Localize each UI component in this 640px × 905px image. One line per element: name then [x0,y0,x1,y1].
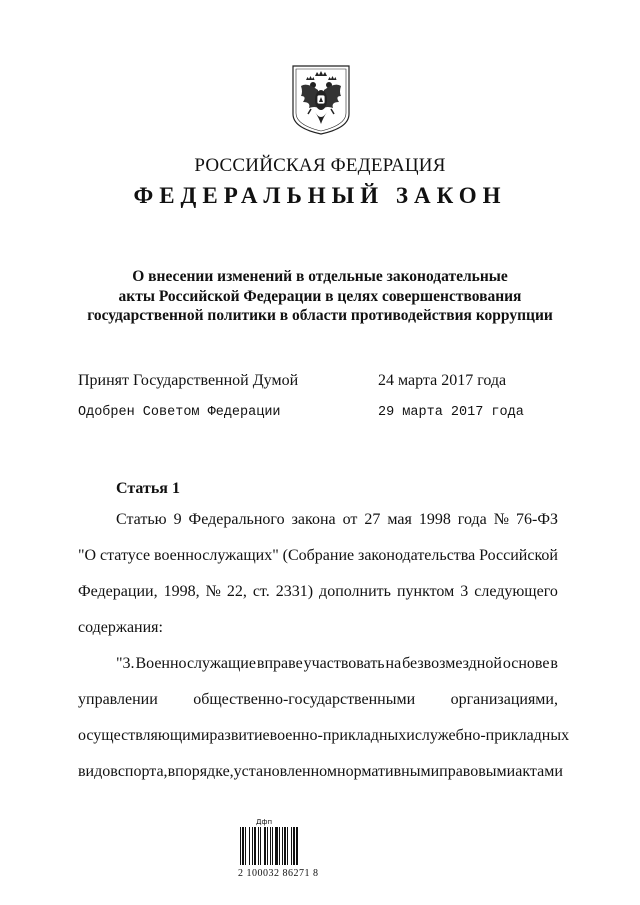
title-line: государственной политики в области противодействия коррупции [87,307,553,324]
word: осуществляющими [78,727,210,744]
paragraph-line [78,726,570,746]
word: содержания: [78,619,163,636]
barcode-bar [252,827,253,865]
barcode-icon [238,827,322,867]
word: видов [78,763,118,780]
document-type: ФЕДЕРАЛЬНЫЙ ЗАКОН [133,183,507,208]
title-line: акты Российской Федерации в целях совершенствования [118,287,522,305]
barcode-bar [258,827,259,865]
paragraph-line [78,582,558,602]
word: на [385,655,402,672]
word: дополнить [319,583,391,600]
barcode-bar [254,827,256,865]
word: Федерального [188,511,285,528]
word: нормативными [337,763,440,780]
barcode-bar [267,827,268,865]
barcode-bar [279,827,280,865]
barcode-top-label: Дфп [256,818,273,826]
word: организациями, [450,691,558,708]
word: законодательства [358,547,476,564]
barcode-bar [287,827,288,865]
word: следующего [474,583,558,600]
word: военнослужащих" [154,547,279,564]
barcode-bar [282,827,283,865]
word: Статью [116,511,167,528]
barcode-bar [296,827,298,865]
barcode-bar [240,827,241,865]
word: 1998 [418,511,451,528]
barcode-bar [260,827,261,865]
paragraph-line [116,510,558,530]
word: служебно-прикладных [414,727,570,744]
word: "3. [116,655,135,672]
word: (Собрание [282,547,355,564]
barcode [238,818,322,878]
word: Военнослужащие [135,655,256,672]
word: 3 [460,583,469,600]
word: пунктом [396,583,455,600]
barcode-bar [293,827,295,865]
barcode-bar [270,827,271,865]
word: № [493,511,509,528]
word: 22, [226,583,247,600]
word: 27 [364,511,381,528]
barcode-bar [242,827,244,865]
approved-by-council-label: Одобрен Советом Федерации [78,405,281,420]
paragraph-line [78,762,563,782]
barcode-bar [284,827,286,865]
word: спорта, [117,763,168,780]
paragraph-line [78,546,558,566]
word: в [167,763,176,780]
paragraph-line [78,618,558,638]
approved-by-council-date: 29 марта 2017 года [378,405,524,420]
word: развитие [209,727,270,744]
word: Федерации, [78,583,158,600]
country-name: РОССИЙСКАЯ ФЕДЕРАЦИЯ [194,155,446,176]
barcode-bar [249,827,250,865]
word: закона [291,511,336,528]
word: участвовать [303,655,385,672]
word: статусе [99,547,151,564]
word: основе [502,655,550,672]
word: мая [387,511,412,528]
article-heading: Статья 1 [116,480,180,497]
word: общественно-государственными [193,691,416,708]
law-title [60,267,580,326]
barcode-bar [272,827,273,865]
word: ст. [252,583,270,600]
word: актами [515,763,563,780]
word: № [205,583,221,600]
paragraph-line [78,690,558,710]
word: от [342,511,358,528]
coat-of-arms-icon [289,62,353,136]
word: порядке, [175,763,234,780]
word: правовыми [439,763,516,780]
barcode-bar [245,827,246,865]
word: управлении [78,691,158,708]
word: "О [78,547,97,564]
word: 2331) [275,583,314,600]
word: Российской [479,547,558,564]
word: 76-ФЗ [515,511,558,528]
adopted-by-duma-date: 24 марта 2017 года [378,372,507,389]
word: установленном [233,763,337,780]
word: военно-прикладных [269,727,407,744]
word: 9 [173,511,182,528]
adopted-by-duma-label: Принят Государственной Думой [78,372,299,389]
word: вправе [256,655,303,672]
word: безвозмездной [402,655,502,672]
word: в [550,655,558,672]
paragraph-line [116,654,558,674]
word: 1998, [163,583,200,600]
word: года [457,511,487,528]
barcode-bar [291,827,292,865]
barcode-number: 2 100032 86271 8 [238,868,319,879]
barcode-bar [275,827,278,865]
title-line: О внесении изменений в отдельные законодательные [132,268,508,285]
word: и [406,727,415,744]
barcode-bar [264,827,266,865]
